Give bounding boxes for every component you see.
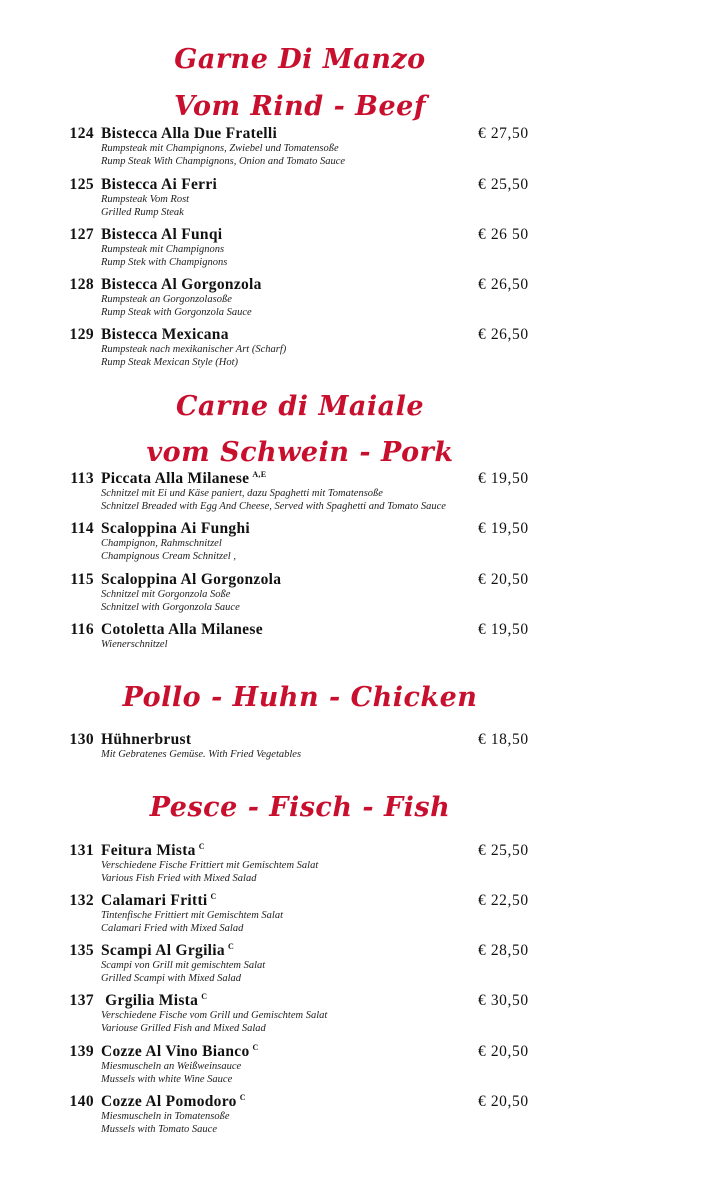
allergen-code: C xyxy=(239,1093,246,1102)
item-price: € 28,50 xyxy=(478,942,529,959)
item-name: Scampi Al Grgilia $^C$ xyxy=(101,942,235,959)
allergen-code: C xyxy=(201,992,208,1001)
item-number: 140 xyxy=(69,1093,94,1110)
item-name: Cotoletta Alla Milanese xyxy=(101,621,263,638)
item-name: Cozze Al Pomodoro $^C$ xyxy=(101,1093,246,1110)
item-price: € 18,50 xyxy=(478,731,529,748)
item-description: Champignon, Rahmschnitzel Champignous Cream Schnitzel , xyxy=(101,538,236,563)
item-number: 114 xyxy=(70,520,94,537)
allergen-code: C xyxy=(210,892,217,901)
item-price: € 20,50 xyxy=(478,1043,529,1060)
item-description: Mit Gebratenes Gemüse. With Fried Vegetables xyxy=(101,749,302,760)
item-number: 116 xyxy=(70,621,94,638)
item-description: Miesmuscheln an Weißweinsauce Mussels with white Wine Sauce xyxy=(101,1061,242,1086)
item-name: Scaloppina Al Gorgonzola xyxy=(101,571,282,588)
item-number: 124 xyxy=(69,125,94,142)
section-subheading: vom Schwein - Pork xyxy=(146,437,454,468)
item-number: 115 xyxy=(70,571,94,588)
item-name: Calamari Fritti $^C$ xyxy=(101,892,217,909)
item-number: 130 xyxy=(69,731,94,748)
item-number: 129 xyxy=(69,326,94,343)
item-description: Tintenfische Frittiert mit Gemischtem Salat Calamari Fried with Mixed Salad xyxy=(101,910,283,935)
item-name: Bistecca Alla Due Fratelli xyxy=(101,125,278,142)
item-number: 125 xyxy=(69,176,94,193)
item-price: € 27,50 xyxy=(478,125,529,142)
item-price: € 25,50 xyxy=(478,176,529,193)
allergen-code: C xyxy=(252,1043,259,1052)
item-price: € 30,50 xyxy=(478,992,529,1009)
item-price: € 22,50 xyxy=(478,892,529,909)
item-description: Wienerschnitzel xyxy=(101,639,168,650)
item-number: 128 xyxy=(69,276,94,293)
section-heading: Garne Di Manzo xyxy=(174,44,426,75)
item-number: 131 xyxy=(69,842,94,859)
item-description: Verschiedene Fische vom Grill und Gemischtem Salat Variouse Grilled Fish and Mixed Salad xyxy=(101,1010,328,1035)
item-name: Bistecca Al Gorgonzola xyxy=(101,276,262,293)
item-description: Scampi von Grill mit gemischtem Salat Grilled Scampi with Mixed Salad xyxy=(101,960,266,985)
item-description: Verschiedene Fische Frittiert mit Gemischtem Salat Various Fish Fried with Mixed Salad xyxy=(101,860,319,885)
section-heading: Carne di Maiale xyxy=(175,391,425,422)
item-price: € 25,50 xyxy=(478,842,529,859)
item-number: 135 xyxy=(69,942,94,959)
item-number: 113 xyxy=(70,470,94,487)
item-number: 139 xyxy=(69,1043,94,1060)
item-name: Grgilia Mista $^C$ xyxy=(101,992,208,1009)
allergen-code: C xyxy=(198,842,205,851)
item-description: Rumpsteak mit Champignons Rump Stek with Champignons xyxy=(101,244,228,269)
item-number: 137 xyxy=(69,992,94,1009)
item-price: € 26 50 xyxy=(478,226,529,243)
item-description: Rumpsteak mit Champignons, Zwiebel und Tomatensoße Rump Steak With Champignons, Onion and Tomato Sauce xyxy=(101,143,346,168)
section-heading: Pesce - Fisch - Fish xyxy=(149,792,451,823)
item-description: Rumpsteak an Gorgonzolasoße Rump Steak with Gorgonzola Sauce xyxy=(101,294,252,319)
item-name: Bistecca Ai Ferri xyxy=(101,176,218,193)
item-name: Bistecca Al Funqi xyxy=(101,226,223,243)
item-price: € 26,50 xyxy=(478,326,529,343)
item-number: 132 xyxy=(69,892,94,909)
item-price: € 19,50 xyxy=(478,520,529,537)
item-name: Hühnerbrust xyxy=(101,731,192,748)
item-name: Piccata Alla Milanese $^{A,E}$ xyxy=(101,470,267,487)
item-description: Schnitzel mit Ei und Käse paniert, dazu Spaghetti mit Tomatensoße Schnitzel Breaded with Egg And Cheese, Served with Spaghetti and Tomato Sauce xyxy=(101,488,446,513)
item-price: € 19,50 xyxy=(478,470,529,487)
section-subheading: Vom Rind - Beef xyxy=(174,91,426,122)
item-description: Schnitzel mit Gorgonzola Soße Schnitzel with Gorgonzola Sauce xyxy=(101,589,240,614)
allergen-code: C xyxy=(227,942,235,951)
item-price: € 19,50 xyxy=(478,621,529,638)
allergen-code: A,E xyxy=(252,470,267,479)
item-price: € 20,50 xyxy=(478,1093,529,1110)
item-price: € 26,50 xyxy=(478,276,529,293)
item-name: Scaloppina Ai Funghi xyxy=(101,520,251,537)
item-price: € 20,50 xyxy=(478,571,529,588)
item-description: Miesmuscheln in Tomatensoße Mussels with Tomato Sauce xyxy=(101,1111,230,1136)
item-number: 127 xyxy=(69,226,94,243)
item-description: Rumpsteak nach mexikanischer Art (Scharf) Rump Steak Mexican Style (Hot) xyxy=(101,344,287,369)
item-name: Bistecca Mexicana xyxy=(101,326,229,343)
item-name: Cozze Al Vino Bianco $^C$ xyxy=(101,1043,259,1060)
item-description: Rumpsteak Vom Rost Grilled Rump Steak xyxy=(101,194,190,219)
section-heading: Pollo - Huhn - Chicken xyxy=(122,682,478,713)
item-name: Feitura Mista $^C$ xyxy=(101,842,205,859)
